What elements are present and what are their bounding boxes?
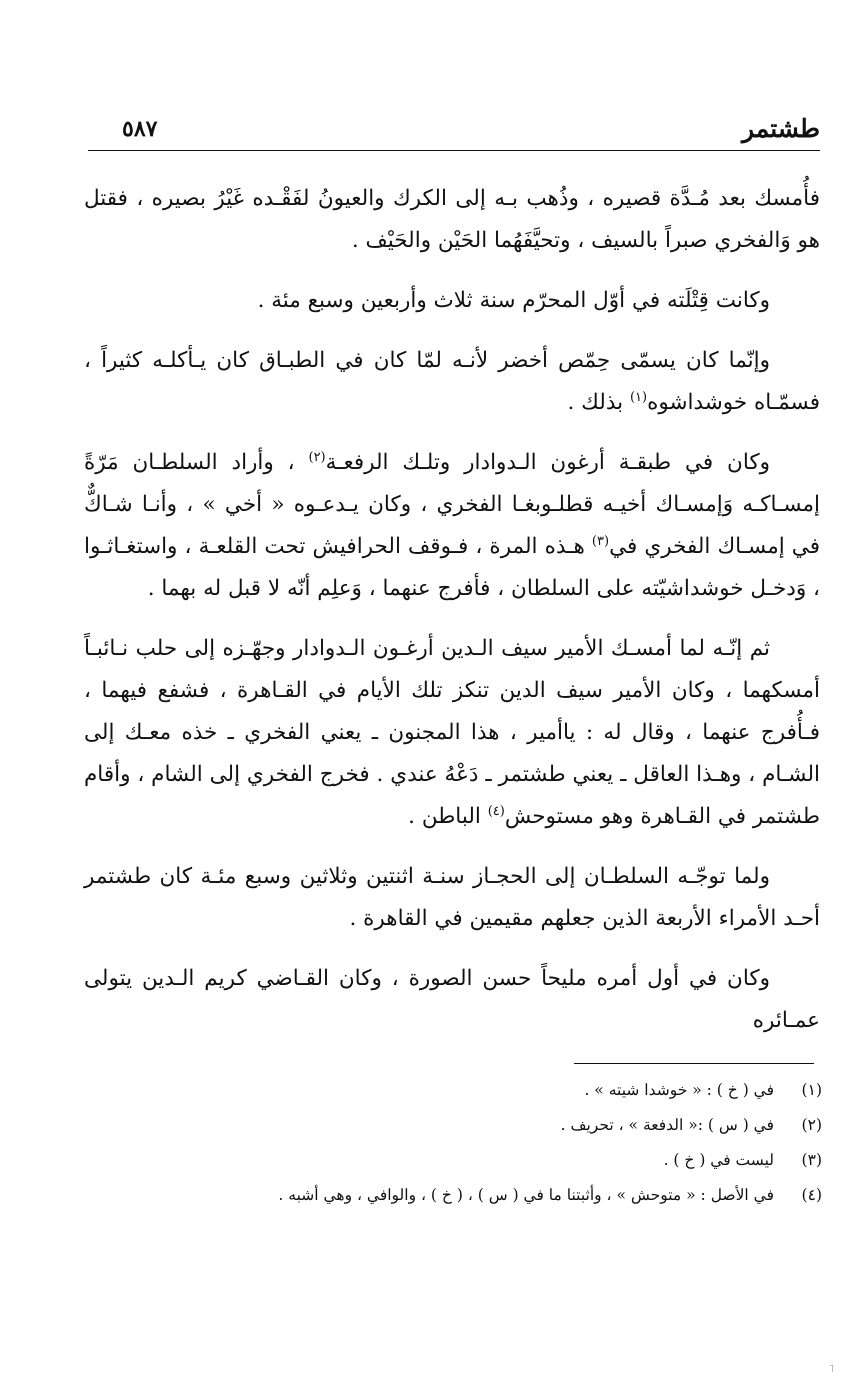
paragraph-text: هـذه المرة ، فـوقف الحرافيش تحت القلعـة ، واستغـاثـوا ، وَدخـل خوشداشيّته على السلطان ، فأفرج عنهما ، وَعلِم أنّه لا قبل له بهما . — [84, 534, 820, 601]
page-number: ٥٨٧ — [122, 116, 158, 142]
paragraph — [84, 178, 820, 262]
footnote-text: في ( خ ) : « خوشدا شيته » . — [584, 1081, 774, 1099]
paragraph-text: ، وأراد السلطـان مَرّةً إمسـاكـه وَإمسـاك أخيـه قطلـوبغـا الفخري ، وكان يـدعـوه « أخي » ، وأنـا شـاكٌّ في إمسـاك الفخري في — [84, 450, 821, 559]
footnote-text: في ( س ) :« الدفعة » ، تحريف . — [560, 1116, 774, 1134]
paragraph-text: فأُمسك بعد مُـدَّة قصيره ، وذُهب بـه إلى الكرك والعيونُ لفَقْـده غَيْرُ بصيره ، فقتل هو وَالفخري صبراً بالسيف ، وتحيَّفَهُما الحَيْن والحَيْف . — [84, 186, 820, 253]
body-text — [84, 178, 820, 1060]
footnote-text: ليست في ( خ ) . — [663, 1151, 774, 1169]
paragraph-text: ثم إنّـه لما أمسـك الأمير سيف الـدين أرغـون الـدوادار وجهّـزه إلى حلب نـائبـاً أمسكهما ، وكان الأمير سيف الدين تنكز تلك الأيام في القـاهرة ، فشفع فيهما ، فـأُفرج عنهما ، وقال له : ياأمير ، هذا المجنون ـ يعني الفخري ـ خذه معـك إلى الشـام ، وهـذا العاقل ـ يعني طشتمر ـ دَعْهُ عندي . فخرج الفخري إلى الشام ، وأقام طشتمر في القـاهرة وهو مستوحش — [84, 636, 820, 829]
paragraph-text: وكانت قِتْلَته في أوّل المحرّم سنة ثلاث وأربعين وسبع مئة . — [257, 288, 770, 313]
paragraph — [84, 340, 820, 424]
paragraph-text: الباطن . — [408, 804, 488, 829]
corner-mark: ˥ — [829, 1364, 834, 1375]
running-title: طشتمر — [742, 114, 820, 143]
footnote-reference: (٢) — [308, 449, 326, 465]
footnote-reference: (١) — [629, 389, 648, 405]
footnote-number: (٤) — [801, 1186, 822, 1204]
footnote-number: (٢) — [801, 1116, 822, 1134]
paragraph — [84, 628, 820, 838]
footnote-text: في الأصل : « متوحش » ، وأثبتنا ما في ( س ) ، ( خ ) ، والوافي ، وهي أشبه . — [278, 1186, 774, 1204]
footnote-number: (٣) — [801, 1151, 822, 1169]
paragraph-text: وكان في أول أمره مليحاً حسن الصورة ، وكان القـاضي كريم الـدين يتولى عمـائره — [84, 966, 820, 1033]
footnote-reference: (٤) — [487, 803, 505, 819]
footnotes — [150, 1073, 822, 1213]
paragraph-text: وإنّما كان يسمّى حِمّص أخضر لأنـه لمّا كان في الطبـاق كان يـأكلـه كثيراً ، فسمّـاه خوشداشوه — [84, 348, 820, 415]
paragraph — [84, 958, 820, 1042]
paragraph — [84, 442, 820, 610]
footnote-reference: (٣) — [591, 533, 610, 549]
paragraph — [84, 280, 820, 322]
page-header — [88, 112, 820, 151]
footnote-divider — [574, 1063, 814, 1064]
paragraph-text: بذلك . — [567, 390, 630, 415]
footnote-number: (١) — [801, 1081, 822, 1099]
paragraph-text: وكان في طبقـة أرغون الـدوادار وتلـك الرفعـة — [325, 450, 770, 475]
paragraph — [84, 856, 820, 940]
footnote — [150, 1143, 822, 1178]
paragraph-text: ولما توجّـه السلطـان إلى الحجـاز سنـة اثنتين وثلاثين وسبع مئـة كان طشتمر أحـد الأمراء الأربعة الذين جعلهم مقيمين في القاهرة . — [84, 864, 820, 931]
footnote — [150, 1073, 822, 1108]
footnote — [150, 1108, 822, 1143]
footnote — [150, 1178, 822, 1213]
